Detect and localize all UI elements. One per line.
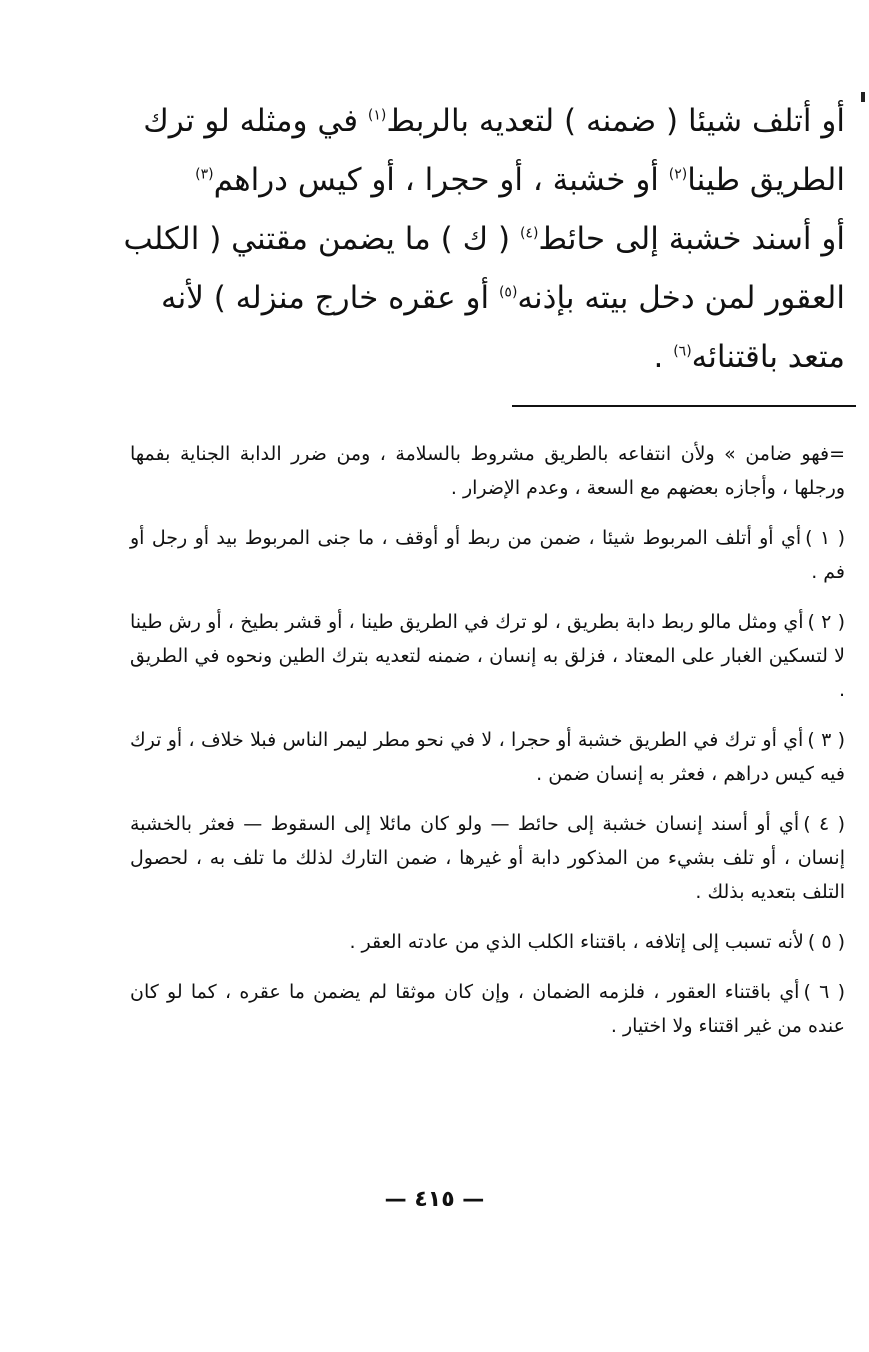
footnote-continuation <box>130 437 845 505</box>
footnote-1 <box>130 521 845 589</box>
main-text-segment: أو عقره خارج منزله ) لأنه <box>160 280 490 316</box>
main-text-segment: الطريق طينا <box>687 162 845 198</box>
footnote-number: ( ٢ ) <box>807 611 846 633</box>
footnote-text: أي أو أسند إنسان خشبة إلى حائط — ولو كان مائلا إلى السقوط — فعثر بالخشبة إنسان ، أو تلف بشيء من المذكور دابة أو غيرها ، ضمن التارك لذلك ما تلف به ، لحصول التلف بتعديه بذلك . <box>130 813 845 903</box>
footnote-text: لأنه تسبب إلى إتلافه ، باقتناء الكلب الذي من عادته العقر . <box>349 931 804 953</box>
footnote-text: أي أو أتلف المربوط شيئا ، ضمن من ربط أو أوقف ، ما جنى المربوط بيد أو رجل أو فم . <box>130 527 845 583</box>
main-text-segment: العقور لمن دخل بيته بإذنه <box>517 280 845 316</box>
footnotes <box>130 437 845 1059</box>
main-text-segment: أو أتلف شيئا ( ضمنه ) لتعديه بالربط <box>386 103 845 139</box>
footnote-number: ( ٣ ) <box>807 729 846 751</box>
main-line-2 <box>130 151 845 210</box>
main-text <box>123 92 845 387</box>
footnote-5 <box>130 925 845 959</box>
footnote-mark-3: (٣) <box>195 166 214 183</box>
main-text-segment: أو أسند خشبة إلى حائط <box>538 221 845 257</box>
footnote-4 <box>130 807 845 909</box>
footnote-number: ( ٤ ) <box>803 813 845 835</box>
footnote-mark-1: (١) <box>367 107 387 124</box>
footnote-number: ( ١ ) <box>805 527 846 549</box>
footnote-text: أي باقتناء العقور ، فلزمه الضمان ، وإن كان موثقا لم يضمن ما عقره ، كما لو كان عنده من غير اقتناء ولا اختيار . <box>130 981 845 1037</box>
footnote-separator <box>512 405 856 407</box>
main-line-3 <box>123 210 845 269</box>
main-line-5 <box>130 328 845 387</box>
footnote-mark-6: (٦) <box>673 343 692 360</box>
main-line-4 <box>130 269 845 328</box>
footnote-text: أي أو ترك في الطريق خشبة أو حجرا ، لا في نحو مطر ليمر الناس فبلا خلاف ، أو ترك فيه كيس دراهم ، فعثر به إنسان ضمن . <box>130 729 845 785</box>
main-text-segment: . <box>653 339 664 375</box>
footnote-number: ( ٦ ) <box>803 981 846 1003</box>
footnote-3 <box>130 723 845 791</box>
footnote-number: ( ٥ ) <box>807 931 845 953</box>
scan-edge-mark <box>861 92 865 102</box>
main-text-segment: في ومثله لو ترك <box>143 103 359 139</box>
page-number: — ٤١٥ — <box>384 1187 485 1212</box>
footnote-mark-2: (٢) <box>668 166 688 183</box>
main-text-segment: متعد باقتنائه <box>691 339 845 375</box>
footnote-mark-4: (٤) <box>519 225 539 242</box>
footnote-text: =فهو ضامن » ولأن انتفاعه بالطريق مشروط بالسلامة ، ومن ضرر الدابة الجناية بفمها ورجلها ، وأجازه بعضهم مع السعة ، وعدم الإضرار . <box>130 443 845 499</box>
main-line-1 <box>130 92 845 151</box>
main-text-segment: ( ك ) ما يضمن مقتني ( الكلب <box>123 221 511 257</box>
main-text-segment: أو خشبة ، أو حجرا ، أو كيس دراهم <box>213 162 659 198</box>
footnote-mark-5: (٥) <box>498 284 518 301</box>
footnote-text: أي ومثل مالو ربط دابة بطريق ، لو ترك في الطريق طينا ، أو قشر بطيخ ، أو رش طينا لا لتسكين الغبار على المعتاد ، فزلق به إنسان ، ضمنه لتعديه بترك الطين ونحوه في الطريق . <box>130 611 845 701</box>
footnote-2 <box>130 605 845 707</box>
footnote-6 <box>130 975 845 1043</box>
